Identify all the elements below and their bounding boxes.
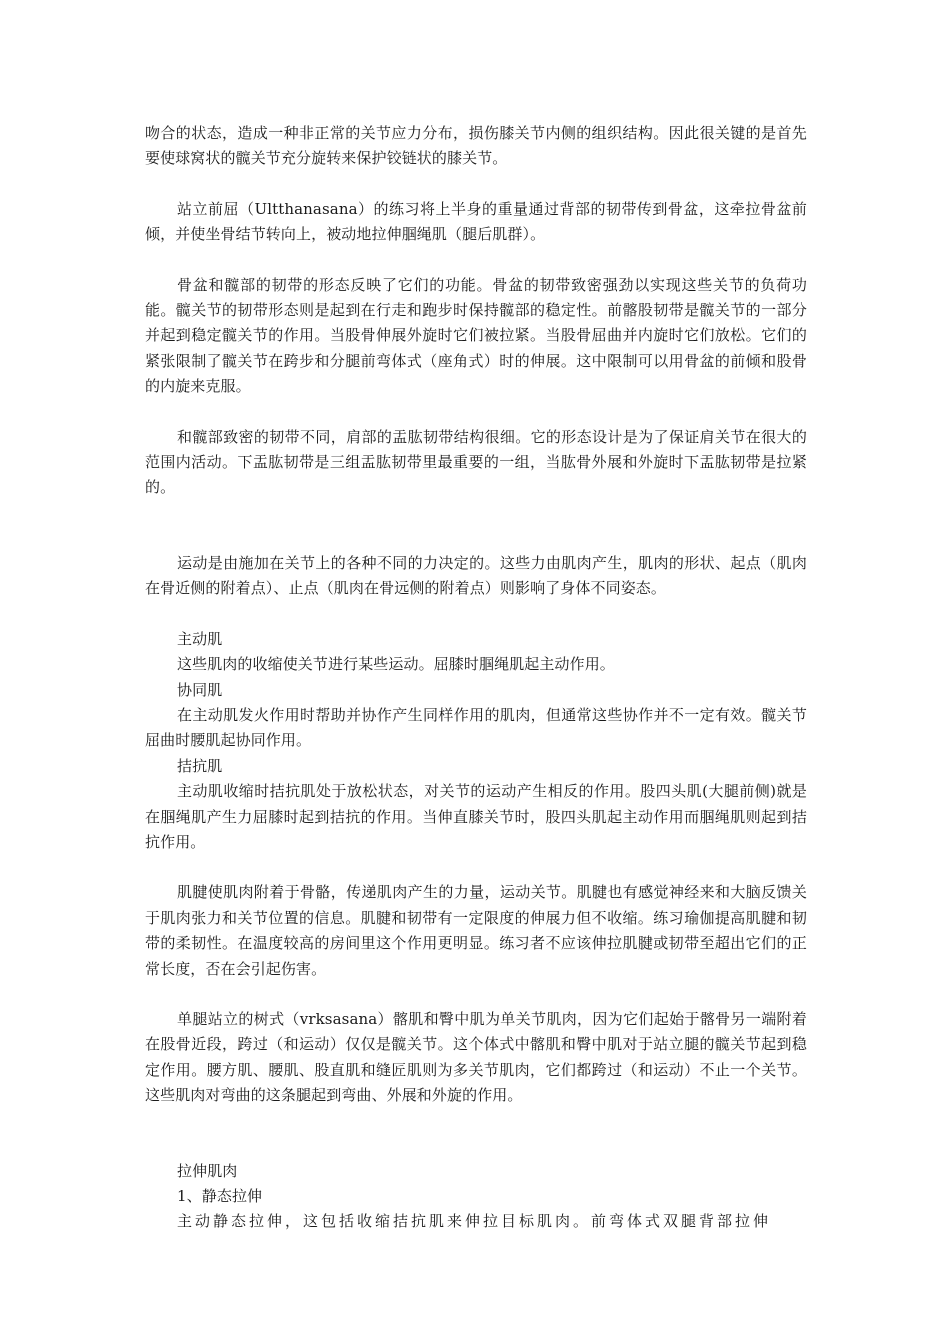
spacer [145, 982, 807, 1007]
paragraph-tree-pose: 单腿站立的树式（vrksasana）髂肌和臀中肌为单关节肌肉，因为它们起始于髂骨另一端附着在股骨近段，跨过（和运动）仅仅是髋关节。这个体式中髂肌和臀中肌对于站立腿的髋关节起到稳定作用。腰方肌、腰肌、股直肌和缝匠肌则为多关节肌肉，它们都跨过（和运动）不止一个关节。这些肌肉对弯曲的这条腿起到弯曲、外展和外旋的作用。 [145, 1009, 807, 1105]
spacer [145, 248, 807, 273]
spacer [145, 172, 807, 197]
spacer [145, 855, 807, 880]
paragraph-pelvis-ligaments: 骨盆和髋部的韧带的形态反映了它们的功能。骨盆的韧带致密强劲以实现这些关节的负荷功能。髋关节的韧带形态则是起到在行走和跑步时保持髋部的稳定性。前髂股韧带是髋关节的一部分并起到稳定髋关节的作用。当股骨伸展外旋时它们被拉紧。当股骨屈曲并内旋时它们放松。它们的紧张限制了髋关节在跨步和分腿前弯体式（座角式）时的伸展。这中限制可以用骨盆的前倾和股骨的内旋来克服。 [145, 275, 807, 396]
spacer [145, 501, 807, 551]
paragraph-standing-forward-bend: 站立前屈（Ultthanasana）的练习将上半身的重量通过背部的韧带传到骨盆，这牵拉骨盆前倾，并使坐骨结节转向上，被动地拉伸腘绳肌（腿后肌群）。 [145, 199, 807, 244]
heading-stretching: 拉伸肌肉 [177, 1161, 238, 1180]
heading-static-stretch: 1、静态拉伸 [177, 1187, 263, 1205]
paragraph-synergist: 在主动肌发火作用时帮助并协作产生同样作用的肌肉，但通常这些协作并不一定有效。髋关节屈曲时腰肌起协同作用。 [145, 705, 807, 750]
paragraph-tendons: 肌腱使肌肉附着于骨骼，传递肌肉产生的力量，运动关节。肌腱也有感觉神经来和大脑反馈关于肌肉张力和关节位置的信息。肌腱和韧带有一定限度的伸展力但不收缩。练习瑜伽提高肌腱和韧带的柔韧性。在温度较高的房间里这个作用更明显。练习者不应该伸拉肌腱或韧带至超出它们的正常长度，否在会引起伤害。 [145, 883, 807, 978]
heading-synergist: 协同肌 [177, 680, 223, 699]
spacer [145, 602, 807, 627]
paragraph-movement-forces: 运动是由施加在关节上的各种不同的力决定的。这些力由肌肉产生，肌肉的形状、起点（肌肉在骨近侧的附着点）、止点（肌肉在骨远侧的附着点）则影响了身体不同姿态。 [145, 553, 807, 598]
spacer [145, 400, 807, 425]
document-body [145, 121, 807, 1235]
paragraph-antagonist: 主动肌收缩时拮抗肌处于放松状态，对关节的运动产生相反的作用。股四头肌(大腿前侧)就是在腘绳肌产生力屈膝时起到拮抗的作用。当伸直膝关节时，股四头肌起主动作用而腘绳肌则起到拮抗作用。 [145, 782, 807, 851]
heading-agonist: 主动肌 [177, 629, 223, 648]
paragraph-shoulder-ligaments: 和髋部致密的韧带不同，肩部的盂肱韧带结构很细。它的形态设计是为了保证肩关节在很大的范围内活动。下盂肱韧带是三组盂肱韧带里最重要的一组，当肱骨外展和外旋时下盂肱韧带是拉紧的。 [145, 427, 807, 497]
paragraph-agonist: 这些肌肉的收缩使关节进行某些运动。屈膝时腘绳肌起主动作用。 [177, 655, 615, 674]
spacer [145, 1109, 807, 1159]
paragraph-knee-joint: 吻合的状态，造成一种非正常的关节应力分布，损伤膝关节内侧的组织结构。因此很关键的是首先要使球窝状的髋关节充分旋转来保护铰链状的膝关节。 [145, 124, 807, 168]
paragraph-active-static-stretch: 主动静态拉伸，这包括收缩拮抗肌来伸拉目标肌肉。前弯体式双腿背部拉伸 [177, 1212, 772, 1231]
heading-antagonist: 拮抗肌 [177, 756, 223, 775]
